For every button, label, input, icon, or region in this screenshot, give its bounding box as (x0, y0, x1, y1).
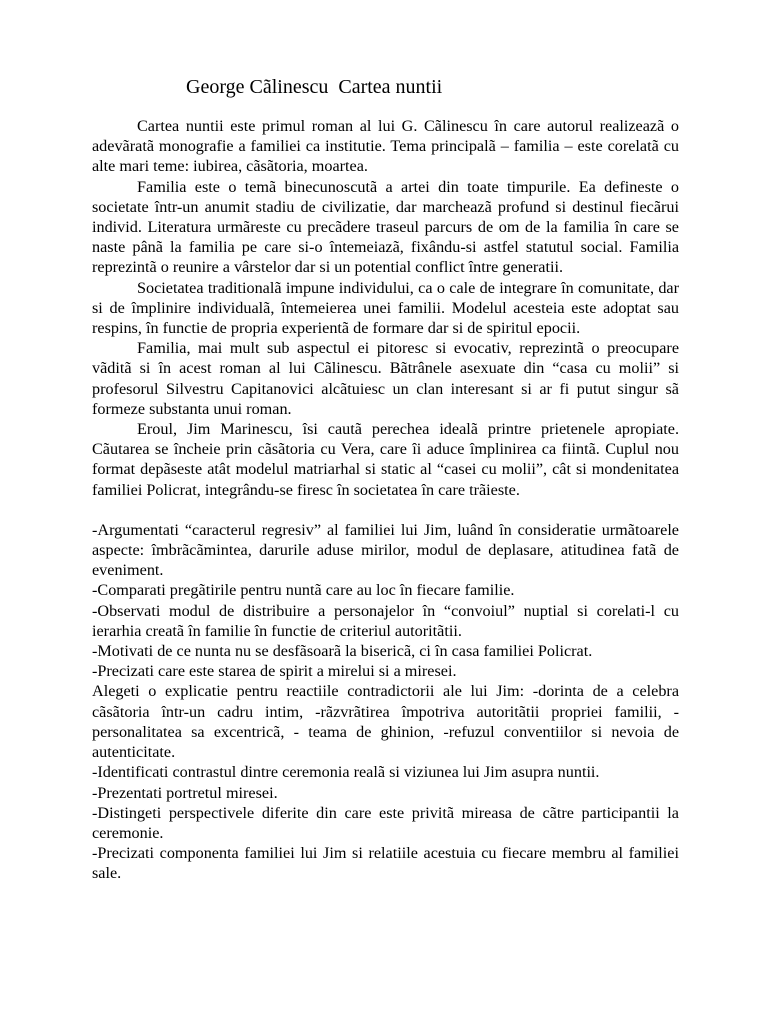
question-item: Alegeti o explicatie pentru reactiile contradictorii ale lui Jim: -dorinta de a celebra cãsãtoria într-un cadru intim, -rãzvrãtirea împotriva autoritãtii propriei familii, -personalitatea sa excentricã, - teama de ghinion, -refuzul conventiilor si nevoia de autenticitate. (92, 682, 679, 762)
paragraph-family-theme: Familia este o temã binecunoscutã a artei din toate timpurile. Ea defineste o societate într-un anumit stadiu de civilizatie, dar marcheazã profund si destinul fiecãrui individ. Literatura urmãreste cu precãdere traseul parcurs de om de la familia în care se naste pânã la familia pe care si-o întemeiazã, fixându-si astfel statutul social. Familia reprezintã o reunire a vârstelor dar si un potential conflict între generatii. (92, 177, 679, 277)
question-item: -Prezentati portretul miresei. (92, 783, 278, 802)
question-item: -Precizati care este starea de spirit a mirelui si a miresei. (92, 662, 457, 681)
question-item: -Distingeti perspectivele diferite din care este privitã mireasa de cãtre participantii la ceremonie. (92, 803, 679, 842)
paragraph-hero: Eroul, Jim Marinescu, îsi cautã perechea idealã printre prietenele apropiate. Cãutarea se încheie prin cãsãtoria cu Vera, care îi aduce împlinirea ca fiintã. Cuplul nou format depãseste atât modelul matriarhal si static al “casei cu molii”, cât si mondenitatea familiei Policrat, integrându-se firesc în societatea în care trãieste. (92, 420, 679, 499)
question-item: -Argumentati “caracterul regresiv” al familiei lui Jim, luând în consideratie urmãtoarele aspecte: îmbrãcãmintea, darurile aduse mirilor, modul de deplasare, atitudinea fatã de eveniment. (92, 520, 679, 580)
paragraph-intro: Cartea nuntii este primul roman al lui G. Cãlinescu în care autorul realizeazã o adevãratã monografie a familiei ca institutie. Tema principalã – familia – este corelatã cu alte mari teme: iubirea, cãsãtoria, moartea. (92, 117, 679, 176)
paragraph-traditional-society: Societatea traditionalã impune individului, ca o cale de integrare în comunitate, dar si de împlinire individualã, întemeierea unei familii. Modelul acesteia este adoptat sau respins, în functie de propria experientã de formare dar si de spiritul epocii. (92, 278, 679, 338)
question-item: -Observati modul de distribuire a personajelor în “convoiul” nuptial si corelati-l cu ierarhia creatã în familie în functie de criteriul autoritãtii. (92, 601, 679, 640)
question-item: -Comparati pregãtirile pentru nuntã care au loc în fiecare familie. (92, 581, 515, 600)
document-page (92, 74, 679, 884)
question-item: -Motivati de ce nunta nu se desfãsoarã la bisericã, ci în casa familiei Policrat. (92, 642, 593, 661)
question-item: -Precizati componenta familiei lui Jim si relatiile acestuia cu fiecare membru al familiei sale. (92, 844, 679, 883)
section-spacer (92, 500, 679, 520)
document-title: George Cãlinescu Cartea nuntii (186, 76, 443, 98)
paragraph-family-in-novel: Familia, mai mult sub aspectul ei pitoresc si evocativ, reprezintã o preocupare vãditã si în acest roman al lui Cãlinescu. Bãtrânele asexuate din “casa cu molii” si profesorul Silvestru Capitanovici alcãtuiesc un clan interesant si ar fi putut singur sã formeze substanta unui roman. (92, 339, 679, 418)
question-item: -Identificati contrastul dintre ceremonia realã si viziunea lui Jim asupra nuntii. (92, 763, 600, 782)
